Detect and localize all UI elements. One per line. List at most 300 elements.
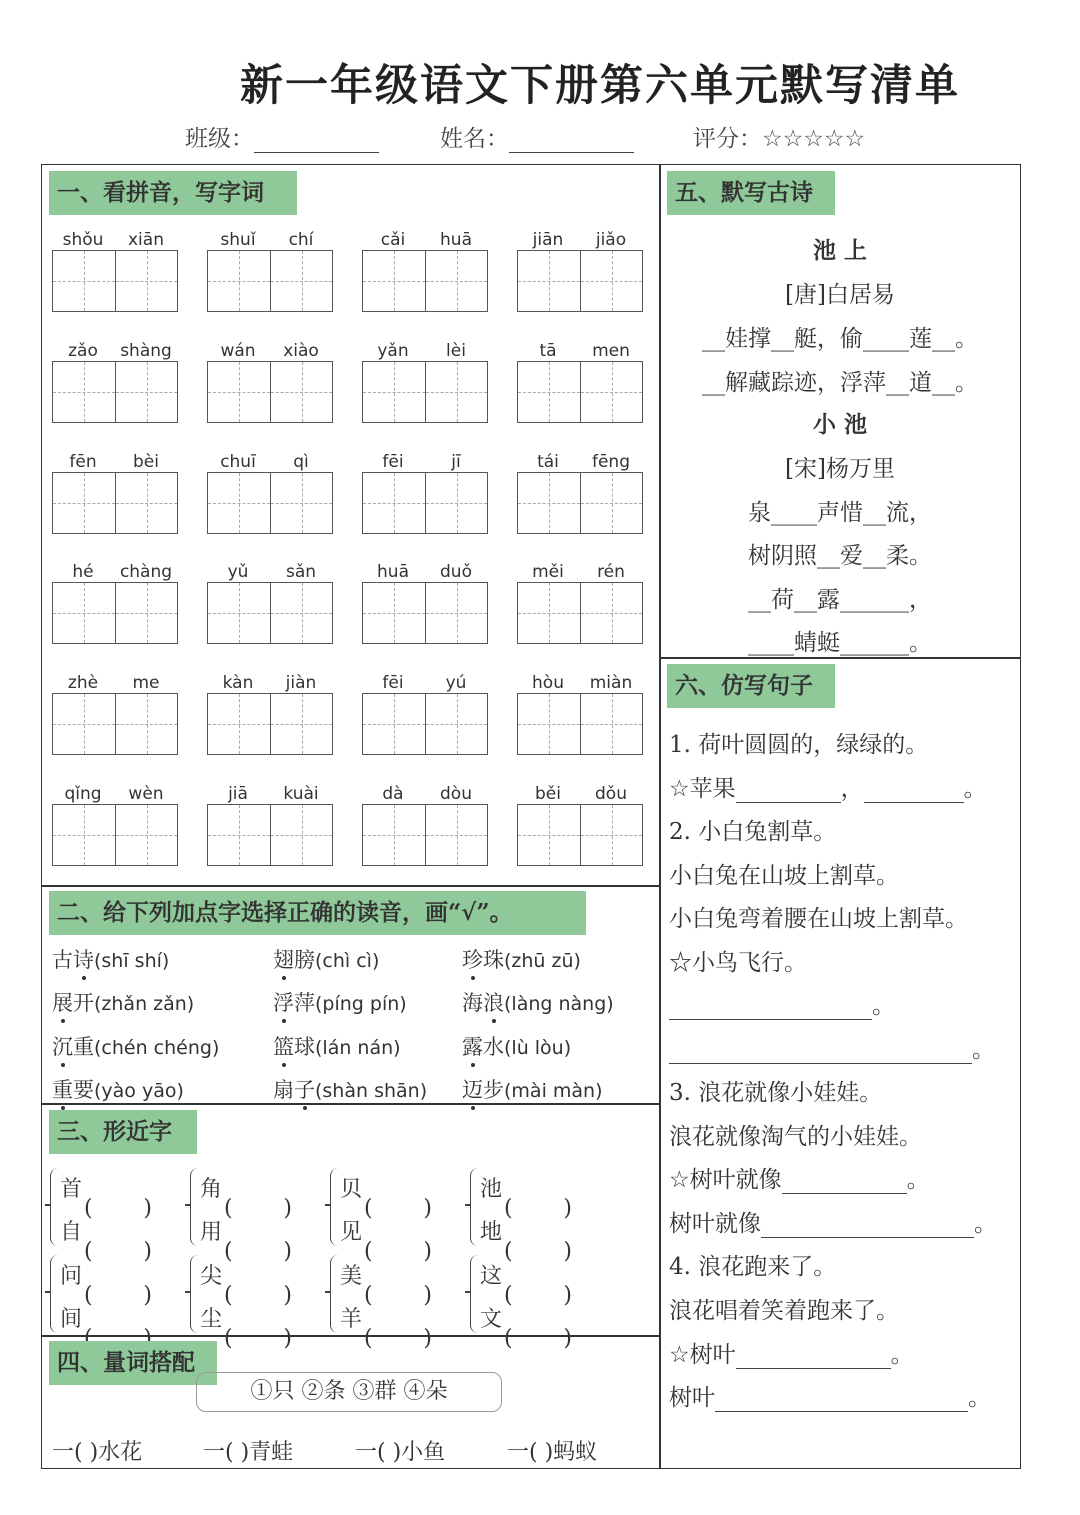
- pinyin-options: (zhǎn zǎn): [94, 993, 195, 1015]
- writing-cell[interactable]: [425, 362, 487, 422]
- pinyin-syllable: dǒu: [595, 784, 627, 804]
- q4-period-2: 。: [968, 1385, 991, 1411]
- q2-text: 2. 小白兔割草。: [669, 819, 837, 845]
- word-part: 膀: [294, 948, 315, 972]
- q3-blank-2[interactable]: [761, 1214, 974, 1238]
- q3-blank-1[interactable]: [782, 1170, 907, 1194]
- writing-grid[interactable]: [517, 361, 643, 423]
- name-field[interactable]: [440, 120, 634, 153]
- writing-grid[interactable]: [52, 804, 178, 866]
- pair-row[interactable]: [480, 1172, 572, 1203]
- writing-cell[interactable]: [518, 583, 580, 643]
- writing-cell[interactable]: [270, 805, 332, 865]
- brace-icon: [470, 1168, 480, 1246]
- brace-icon: [470, 1255, 480, 1333]
- pinyin-syllable: yú: [445, 673, 467, 693]
- pinyin-syllable: yǎn: [377, 341, 409, 361]
- q4-example: 浪花唱着笑着跑来了。: [669, 1298, 899, 1324]
- writing-cell[interactable]: [363, 583, 425, 643]
- pinyin-syllable: shǒu: [62, 230, 104, 250]
- pair-row[interactable]: [340, 1259, 432, 1290]
- poem2-line2[interactable]: 树阴照__爱__柔。: [748, 543, 932, 569]
- pinyin-syllable: kàn: [222, 673, 254, 693]
- q4-prefix: 树叶: [669, 1385, 715, 1411]
- divider-sec1: [41, 885, 660, 887]
- writing-cell[interactable]: [518, 362, 580, 422]
- writing-cell[interactable]: [208, 362, 270, 422]
- pinyin-options: (mài màn): [504, 1080, 603, 1102]
- q2-period-2: 。: [972, 1037, 995, 1063]
- reading-choice[interactable]: [273, 1031, 401, 1061]
- word-part: 球: [294, 1035, 315, 1059]
- pinyin-syllable: tái: [537, 452, 559, 472]
- writing-cell[interactable]: [53, 694, 115, 754]
- pair-row[interactable]: [200, 1172, 292, 1203]
- pinyin-options: (làng nàng): [504, 993, 614, 1015]
- pinyin-word: [207, 673, 333, 763]
- poem2-line3[interactable]: __荷__露______，: [748, 587, 932, 613]
- writing-grid[interactable]: [207, 472, 333, 534]
- sec3-heading: 三、形近字: [49, 1110, 197, 1154]
- writing-grid[interactable]: [52, 361, 178, 423]
- writing-cell[interactable]: [270, 362, 332, 422]
- measure-item-2[interactable]: 一( )青蛙: [203, 1440, 294, 1465]
- dotted-character: 珍: [462, 944, 483, 974]
- writing-cell[interactable]: [53, 362, 115, 422]
- writing-cell[interactable]: [518, 251, 580, 311]
- poem1-title: 池 上: [812, 237, 867, 264]
- q2-example-2: 小白兔弯着腰在山坡上割草。: [669, 906, 968, 932]
- writing-grid[interactable]: [52, 472, 178, 534]
- dotted-character: 重: [52, 1074, 73, 1104]
- pinyin-syllable: wán: [220, 341, 256, 361]
- writing-grid[interactable]: [52, 582, 178, 644]
- pinyin-word: [362, 562, 488, 652]
- writing-cell[interactable]: [53, 583, 115, 643]
- brace-icon: [190, 1168, 200, 1246]
- writing-cell[interactable]: [425, 583, 487, 643]
- pair-character: 问: [60, 1264, 83, 1289]
- q1-comma: ，: [840, 776, 864, 802]
- q4-text: 4. 浪花跑来了。: [669, 1254, 837, 1280]
- pinyin-word: [517, 452, 643, 542]
- pinyin-syllable: fēng: [591, 452, 630, 472]
- writing-cell[interactable]: [115, 473, 177, 533]
- pinyin-syllable: shàng: [120, 341, 172, 361]
- writing-cell[interactable]: [425, 473, 487, 533]
- q1-blank-2[interactable]: [864, 779, 964, 803]
- dotted-character: 迈: [462, 1074, 483, 1104]
- writing-cell[interactable]: [363, 694, 425, 754]
- measure-item-1[interactable]: 一( )水花: [52, 1440, 143, 1465]
- pinyin-options: (lù lòu): [504, 1037, 572, 1059]
- pair-character: 尘: [200, 1307, 223, 1332]
- writing-cell[interactable]: [518, 473, 580, 533]
- score-stars[interactable]: ☆☆☆☆☆: [762, 126, 866, 152]
- measure-item-3[interactable]: 一( )小鱼: [355, 1440, 446, 1465]
- q3-text: 3. 浪花就像小娃娃。: [669, 1080, 883, 1106]
- writing-grid[interactable]: [517, 693, 643, 755]
- pinyin-syllable: jiàn: [285, 673, 317, 693]
- writing-grid[interactable]: [207, 693, 333, 755]
- pinyin-word: [52, 452, 178, 542]
- writing-grid[interactable]: [362, 472, 488, 534]
- writing-cell[interactable]: [580, 583, 642, 643]
- poem2-title: 小 池: [812, 411, 867, 438]
- character-pair: [470, 1253, 600, 1337]
- pinyin-syllable: chuī: [220, 452, 256, 472]
- poem1-line1[interactable]: __娃撑__艇，偷____莲__。: [702, 326, 978, 352]
- score-field: [693, 120, 865, 153]
- pair-row[interactable]: [340, 1172, 432, 1203]
- measure-item-4[interactable]: 一( )蚂蚁: [507, 1440, 598, 1465]
- reading-choice[interactable]: [52, 1074, 184, 1104]
- sec5-heading: 五、默写古诗: [667, 171, 835, 215]
- writing-grid[interactable]: [362, 582, 488, 644]
- class-label: 班级：: [185, 126, 254, 152]
- q3-period-2: 。: [974, 1211, 997, 1237]
- brace-icon: [330, 1168, 340, 1246]
- writing-cell[interactable]: [425, 694, 487, 754]
- brace-icon: [190, 1255, 200, 1333]
- pinyin-syllable: jiān: [532, 230, 564, 250]
- pinyin-syllable: chàng: [119, 562, 173, 582]
- pair-row[interactable]: [480, 1215, 572, 1246]
- q3-star: ☆树叶就像: [669, 1167, 782, 1193]
- pair-row[interactable]: [200, 1215, 292, 1246]
- pinyin-syllable: hé: [72, 562, 94, 582]
- dotted-character: 篮: [273, 1031, 294, 1061]
- pinyin-syllable: yǔ: [227, 562, 249, 582]
- pair-character: 池: [480, 1177, 503, 1202]
- writing-cell[interactable]: [115, 805, 177, 865]
- pair-row[interactable]: [480, 1302, 572, 1333]
- pinyin-options: (yào yāo): [94, 1080, 184, 1102]
- reading-choice[interactable]: [52, 944, 169, 974]
- writing-cell[interactable]: [580, 694, 642, 754]
- pinyin-syllable: huā: [377, 562, 409, 582]
- writing-grid[interactable]: [362, 250, 488, 312]
- class-field[interactable]: [185, 120, 379, 153]
- poem2-line1[interactable]: 泉____声惜__流，: [748, 500, 932, 526]
- pinyin-word: [207, 230, 333, 320]
- page-title: 新一年级语文下册第六单元默写清单: [240, 61, 960, 111]
- pinyin-syllable: miàn: [589, 673, 633, 693]
- q3-answer-2[interactable]: [669, 1205, 997, 1238]
- writing-cell[interactable]: [518, 805, 580, 865]
- character-pair: [470, 1166, 600, 1250]
- dotted-character: 沉: [52, 1031, 73, 1061]
- reading-choice[interactable]: [52, 987, 194, 1017]
- writing-grid[interactable]: [517, 250, 643, 312]
- sec1-heading: 一、看拼音，写字词: [49, 171, 297, 215]
- q4-blank-1[interactable]: [736, 1345, 891, 1369]
- writing-grid[interactable]: [362, 361, 488, 423]
- writing-cell[interactable]: [208, 694, 270, 754]
- q2-answer-1[interactable]: [669, 987, 895, 1020]
- pinyin-options: (zhū zū): [504, 950, 581, 972]
- pair-row[interactable]: [200, 1302, 292, 1333]
- writing-grid[interactable]: [517, 472, 643, 534]
- sec2-heading: 二、给下列加点字选择正确的读音，画“√”。: [49, 891, 586, 935]
- reading-choice[interactable]: [273, 1074, 427, 1104]
- pinyin-syllable: tā: [539, 341, 557, 361]
- reading-choice[interactable]: [52, 1031, 219, 1061]
- pinyin-syllable: shuǐ: [220, 230, 256, 250]
- poem2-author: [宋]杨万里: [785, 456, 895, 482]
- pinyin-syllable: fēi: [382, 673, 404, 693]
- writing-cell[interactable]: [53, 473, 115, 533]
- writing-grid[interactable]: [207, 361, 333, 423]
- q3-period-1: 。: [906, 1167, 930, 1193]
- writing-cell[interactable]: [425, 805, 487, 865]
- pinyin-word: [362, 230, 488, 320]
- pair-character: 这: [480, 1264, 503, 1289]
- pinyin-syllable: xiào: [283, 341, 319, 361]
- pair-row[interactable]: [60, 1302, 152, 1333]
- q2-answer-2[interactable]: [669, 1031, 995, 1064]
- pair-character: 美: [340, 1264, 363, 1289]
- q2-blank-1[interactable]: [669, 996, 872, 1020]
- sec6-heading: 六、仿写句子: [667, 664, 835, 708]
- pinyin-syllable: dà: [382, 784, 404, 804]
- pinyin-options: (shī shí): [94, 950, 170, 972]
- word-part: 要: [73, 1078, 94, 1102]
- dotted-character: 浮: [273, 987, 294, 1017]
- pinyin-word: [362, 341, 488, 431]
- pair-character: 间: [60, 1307, 83, 1332]
- pinyin-word: [52, 784, 178, 874]
- pinyin-word: [517, 341, 643, 431]
- writing-cell[interactable]: [580, 251, 642, 311]
- pinyin-syllable: jī: [451, 452, 461, 472]
- q4-answer-1[interactable]: [669, 1336, 914, 1369]
- writing-cell[interactable]: [270, 251, 332, 311]
- pinyin-word: [207, 784, 333, 874]
- writing-cell[interactable]: [208, 805, 270, 865]
- pinyin-word: [362, 673, 488, 763]
- q2-prompt: ☆小鸟飞行。: [669, 950, 807, 976]
- pinyin-syllable: bèi: [133, 452, 159, 472]
- word-part: 水: [483, 1035, 504, 1059]
- pinyin-syllable: sǎn: [285, 562, 317, 582]
- writing-cell[interactable]: [115, 251, 177, 311]
- dotted-character: 浪: [483, 987, 504, 1017]
- writing-cell[interactable]: [208, 473, 270, 533]
- poem1-line2[interactable]: __解藏踪迹，浮萍__道__。: [702, 370, 978, 396]
- dotted-character: 露: [462, 1031, 483, 1061]
- writing-cell[interactable]: [115, 362, 177, 422]
- column-divider: [659, 164, 661, 1469]
- q1-star: ☆苹果: [669, 776, 736, 802]
- writing-cell[interactable]: [363, 251, 425, 311]
- pinyin-syllable: lèi: [446, 341, 466, 361]
- writing-grid[interactable]: [517, 804, 643, 866]
- reading-choice[interactable]: [273, 987, 407, 1017]
- dotted-character: 翅: [273, 944, 294, 974]
- writing-cell[interactable]: [580, 473, 642, 533]
- pinyin-syllable: wèn: [128, 784, 164, 804]
- q4-answer-2[interactable]: [669, 1379, 991, 1412]
- pinyin-options: (lán nán): [315, 1037, 401, 1059]
- pinyin-syllable: běi: [535, 784, 561, 804]
- reading-choice[interactable]: [462, 1074, 603, 1104]
- reading-choice[interactable]: [462, 987, 614, 1017]
- pinyin-syllable: qì: [293, 452, 309, 472]
- pinyin-word: [52, 341, 178, 431]
- reading-choice[interactable]: [462, 944, 581, 974]
- q2-period-1: 。: [872, 993, 895, 1019]
- class-blank[interactable]: [254, 131, 379, 153]
- writing-grid[interactable]: [52, 693, 178, 755]
- pair-row[interactable]: [340, 1302, 432, 1333]
- writing-cell[interactable]: [270, 473, 332, 533]
- pinyin-syllable: fēi: [382, 452, 404, 472]
- pinyin-syllable: hòu: [532, 673, 564, 693]
- pair-character: 贝: [340, 1177, 363, 1202]
- pair-row[interactable]: [60, 1172, 152, 1203]
- pair-character: 羊: [340, 1307, 363, 1332]
- q1-text: 1. 荷叶圆圆的，绿绿的。: [669, 732, 929, 758]
- writing-grid[interactable]: [517, 582, 643, 644]
- q3-answer-1[interactable]: [669, 1161, 930, 1194]
- brace-icon: [50, 1255, 60, 1333]
- writing-cell[interactable]: [208, 251, 270, 311]
- writing-cell[interactable]: [270, 694, 332, 754]
- pinyin-syllable: jiǎo: [595, 230, 627, 250]
- pair-character: 尖: [200, 1264, 223, 1289]
- pinyin-syllable: fēn: [69, 452, 97, 472]
- writing-grid[interactable]: [207, 582, 333, 644]
- writing-cell[interactable]: [363, 805, 425, 865]
- pinyin-syllable: me: [132, 673, 160, 693]
- character-pair: [50, 1166, 180, 1250]
- q1-blank-1[interactable]: [736, 779, 841, 803]
- name-label: 姓名：: [440, 126, 509, 152]
- pinyin-word: [517, 562, 643, 652]
- q3-example: 浪花就像淘气的小娃娃。: [669, 1124, 922, 1150]
- q4-period-1: 。: [890, 1342, 914, 1368]
- pinyin-syllable: měi: [532, 562, 564, 582]
- dotted-character: 诗: [73, 944, 94, 974]
- writing-cell[interactable]: [53, 805, 115, 865]
- poem2-line4[interactable]: ____蜻蜓______。: [748, 630, 932, 656]
- writing-cell[interactable]: [53, 251, 115, 311]
- pair-character: 自: [60, 1220, 83, 1245]
- pair-row[interactable]: [340, 1215, 432, 1246]
- score-label: 评分：: [693, 126, 762, 152]
- pair-character: 角: [200, 1177, 223, 1202]
- writing-cell[interactable]: [580, 805, 642, 865]
- word-part: 开: [73, 991, 94, 1015]
- pinyin-word: [362, 784, 488, 874]
- word-part: 扇: [273, 1078, 294, 1102]
- pinyin-syllable: qǐng: [64, 784, 102, 804]
- pinyin-options: (chén chéng): [94, 1037, 220, 1059]
- pair-character: 首: [60, 1177, 83, 1202]
- pinyin-syllable: chí: [288, 230, 314, 250]
- q1-answer[interactable]: [669, 770, 987, 803]
- pair-character: 文: [480, 1307, 503, 1332]
- pair-character: 见: [340, 1220, 363, 1245]
- pinyin-syllable: cǎi: [380, 230, 406, 250]
- writing-grid[interactable]: [362, 804, 488, 866]
- word-part: 海: [462, 991, 483, 1015]
- sec4-heading: 四、量词搭配: [49, 1341, 217, 1385]
- reading-choice[interactable]: [462, 1031, 571, 1061]
- pinyin-options: (píng pín): [315, 993, 407, 1015]
- pinyin-syllable: huā: [440, 230, 472, 250]
- writing-cell[interactable]: [363, 362, 425, 422]
- writing-cell[interactable]: [270, 583, 332, 643]
- character-pair: [190, 1166, 320, 1250]
- q2-blank-2[interactable]: [669, 1040, 972, 1064]
- q3-prefix: 树叶就像: [669, 1211, 761, 1237]
- writing-cell[interactable]: [580, 362, 642, 422]
- pinyin-word: [207, 341, 333, 431]
- pinyin-word: [52, 562, 178, 652]
- pinyin-options: (chì cì): [315, 950, 380, 972]
- character-pair: [50, 1253, 180, 1337]
- pinyin-syllable: zhè: [67, 673, 99, 693]
- pair-row[interactable]: [60, 1259, 152, 1290]
- pair-row[interactable]: [480, 1259, 572, 1290]
- word-part: 古: [52, 948, 73, 972]
- pair-character: 地: [480, 1220, 503, 1245]
- pinyin-syllable: rén: [597, 562, 625, 582]
- pair-character: 用: [200, 1220, 223, 1245]
- writing-grid[interactable]: [207, 250, 333, 312]
- q4-blank-2[interactable]: [715, 1388, 968, 1412]
- writing-cell[interactable]: [115, 583, 177, 643]
- character-pair: [330, 1253, 460, 1337]
- writing-grid[interactable]: [362, 693, 488, 755]
- word-part: 重: [73, 1035, 94, 1059]
- pinyin-word: [207, 452, 333, 542]
- pinyin-word: [517, 230, 643, 320]
- writing-cell[interactable]: [208, 583, 270, 643]
- word-part: 萍: [294, 991, 315, 1015]
- pinyin-word: [517, 673, 643, 763]
- word-part: 珠: [483, 948, 504, 972]
- pinyin-word: [362, 452, 488, 542]
- pinyin-word: [207, 562, 333, 652]
- reading-choice[interactable]: [273, 944, 379, 974]
- pinyin-syllable: dòu: [440, 784, 472, 804]
- pinyin-syllable: zǎo: [68, 341, 98, 361]
- measure-word-options: ①只 ②条 ③群 ④朵: [196, 1372, 502, 1412]
- writing-cell[interactable]: [115, 694, 177, 754]
- pair-row[interactable]: [200, 1259, 292, 1290]
- pinyin-options: (shàn shān): [315, 1080, 428, 1102]
- brace-icon: [50, 1168, 60, 1246]
- pinyin-syllable: xiān: [128, 230, 164, 250]
- pinyin-syllable: kuài: [283, 784, 319, 804]
- poem1-author: [唐]白居易: [785, 282, 895, 308]
- writing-grid[interactable]: [207, 804, 333, 866]
- writing-cell[interactable]: [363, 473, 425, 533]
- dotted-character: 展: [52, 987, 73, 1017]
- writing-grid[interactable]: [52, 250, 178, 312]
- pinyin-syllable: jiā: [228, 784, 248, 804]
- name-blank[interactable]: [509, 131, 634, 153]
- brace-icon: [330, 1255, 340, 1333]
- pair-row[interactable]: [60, 1215, 152, 1246]
- writing-cell[interactable]: [518, 694, 580, 754]
- dotted-character: 子: [294, 1074, 315, 1104]
- character-pair: [190, 1253, 320, 1337]
- writing-cell[interactable]: [425, 251, 487, 311]
